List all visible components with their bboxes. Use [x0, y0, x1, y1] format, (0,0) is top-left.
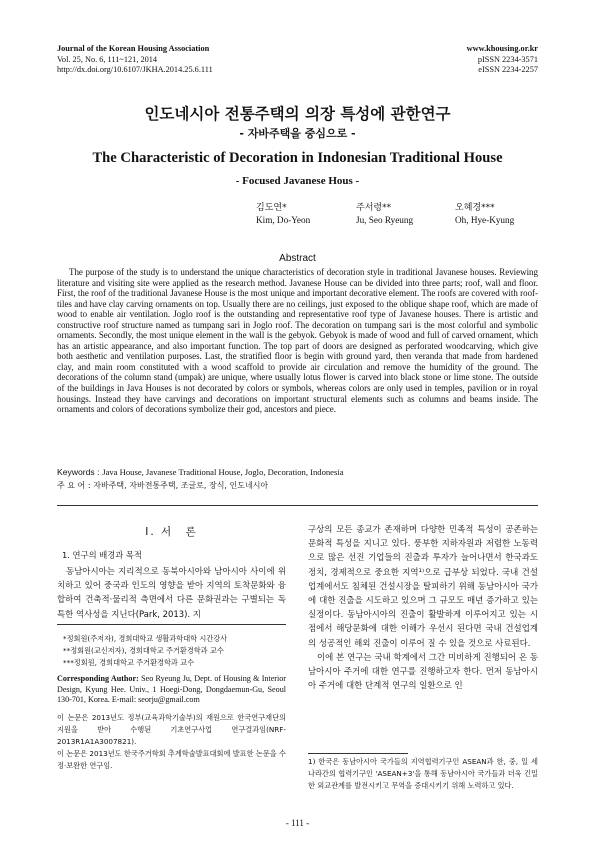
footnote-divider-left — [57, 624, 286, 625]
affiliation-1: *정회원(주저자), 경희대학교 생활과학대학 시간강사 — [63, 634, 228, 643]
funding-note: 이 논문은 2013년도 정부(교육과학기술부)의 재원으로 한국연구재단의 지원을 받아 수행된 기초연구사업 연구결과임(NRF-2013R1A1A3007821). — [57, 713, 286, 746]
author-1 — [256, 202, 346, 226]
doi-link[interactable]: http://dx.doi.org/10.6107/JKHA.2014.25.6.111 — [57, 65, 213, 74]
keywords-label: Keywords : — [57, 467, 100, 477]
pissn: pISSN 2234-3571 — [477, 54, 538, 64]
author-3-korean: 오혜경*** — [455, 203, 495, 213]
affiliation-2: **정회원(교신저자), 경희대학교 주거환경학과 교수 — [63, 645, 224, 655]
keywords-ko-values: 자바주택, 자바전통주택, 조글로, 장식, 인도네시아 — [93, 481, 269, 490]
subtitle-english: - Focused Javanese Hous - — [235, 175, 360, 187]
affiliation-notes — [63, 633, 288, 668]
left-paragraph: 동남아시아는 지리적으로 동북아시아와 남아시아 사이에 위치하고 있어 중국과 인도의 영향을 받아 지역의 토착문화와 융합하여 건축적·물리적 측면에서 다른 문화권과는 구별되는 독특한 역사성을 지닌다(Park, 2013). 지 — [57, 566, 286, 619]
author-3 — [455, 202, 545, 226]
journal-issn — [380, 44, 538, 76]
author-3-english: Oh, Hye-Kyung — [455, 215, 515, 225]
journal-header — [57, 44, 317, 76]
author-1-korean: 김도연* — [256, 203, 287, 213]
conference-note: 이 논문은 2013년도 한국주거학회 추계학술발표대회에 발표한 논문을 수정·보완한 연구임. — [57, 749, 286, 770]
eissn: eISSN 2234-2257 — [478, 65, 538, 74]
right-paragraph-1: 구상의 모든 종교가 존재하며 다양한 민족적 특성이 공존하는 문화적 특성을 지니고 있다. 풍부한 지하자원과 저렴한 노동력으로 많은 선진 기업들의 진출과 투자가 늘어나면서 한국과도 정치, 경제적으로 중요한 지역¹⁾으로 급부상 되었다. 국내 건설업계에서도 침체된 건설시장을 탈피하기 위해 동남아시아 국가에 대한 진출을 시도하고 있으며 그 규모도 매년 증가하고 있는 실정이다. 동남아시아의 진출이 활발하게 이루어지고 있는 시점에서 해당문화에 대한 이해가 우선시 된다면 국내 건설업계의 성공적인 해외 진출이 이루어 질 수 있을 것으로 사료된다. — [308, 524, 538, 648]
abstract-heading: Abstract — [279, 253, 316, 264]
subsection-heading: 1. 연구의 배경과 목적 — [62, 550, 142, 560]
affiliation-3: ***정회원, 경희대학교 주거환경학과 교수 — [63, 657, 195, 667]
keywords-values: Java House, Javanese Traditional House, Joglo, Decoration, Indonesia — [102, 467, 344, 477]
author-2 — [356, 202, 446, 226]
page-number: - 111 - — [285, 818, 310, 828]
keywords-korean — [57, 480, 538, 492]
section-heading: I. 서 론 — [145, 526, 198, 538]
section-divider — [57, 505, 538, 506]
journal-name: Journal of the Korean Housing Association — [57, 44, 210, 53]
right-paragraph-2: 이에 본 연구는 국내 학계에서 그간 미비하게 진행되어 온 동남아시아 주거에 대한 연구를 진행하고자 한다. 먼저 동남아시아 주거에 대한 단계적 연구의 일환으로 인 — [308, 651, 538, 691]
footnote-divider-right — [308, 753, 408, 754]
subtitle-korean: - 자바주택을 중심으로 - — [239, 127, 356, 140]
left-column — [57, 564, 286, 621]
journal-volume: Vol. 25, No. 6, 111~121, 2014 — [57, 54, 158, 64]
corresponding-label: Corresponding Author: — [57, 674, 139, 683]
author-1-english: Kim, Do-Yeon — [256, 215, 311, 225]
author-2-korean: 주서령** — [356, 203, 392, 213]
corresponding-text: Seo Ryeung Ju, Dept. of Housing & Interior Design, Kyung Hee. Univ., 1 Hoegi-Dong, Dongdaemun-Gu, Seoul 130-701, Korea. E-mail: seorju@gmail.com — [57, 674, 286, 704]
abstract-body — [57, 267, 538, 415]
author-2-english: Ju, Seo Ryeung — [356, 215, 414, 225]
footnote-1: 1) 한국은 동남아시아 국가들의 지역협력기구인 ASEAN과 한, 중, 일 세 나라간의 협력기구인 'ASEAN+3'을 통해 동남아시아 국가들과 더욱 긴밀한 외교관계를 발전시키고 무역을 증대시키기 위해 노력하고 있다. — [308, 757, 538, 790]
keywords-ko-label: 주 요 어 : — [57, 481, 91, 490]
website-link[interactable]: www.khousing.or.kr — [466, 44, 538, 53]
title-korean: 인도네시아 전통주택의 의장 특성에 관한연구 — [144, 105, 451, 123]
abstract-text: The purpose of the study is to understand the unique characteristics of decoration style in traditional Javanese houses. Reviewing literature and visiting site were applied as the research method. Javanese House can be divided into three parts; roof, wall and floor. First, the roof of the traditional Javanese House is the most unique and important decorative element. The roofs are covered with roof-tiles and have clay carving ornaments on top. Usually there are no ceilings, just exposed to the oblique shape roof, which are made of wood to enable air ventilation. Joglo roof is the outstanding and representative roof type of Javanese houses. There is artistic and constructive roof structure named as tumpang sari in Joglo roof. The decoration on tumpang sari is the most colorful and symbolic ornaments. Secondly, the most unique element in the wall is the gebyok. Gebyok is made of wood and full of carved ornament, which has an artistic appearance, and also important function. The top part of doors are designed as perforated woodcarving, which give both aesthetic and ventilation purposes. Last, the stratified floor is begin with ground yard, then veranda that made from hardened clay, and main room constituted with a wood scaffold to provide air circulation and remove the humidity of the ground. The decorations of the column stand (umpak) are unique, where usually lotus flower is carved into black stone or lime stone. The outside of the buildings in Java Houses is not decorated by colors or symbols, whereas colors are only used in temples, pavilion or in royal housings. Instead they have carvings and decorations on important structural elements such as columns and beams inside. The ornaments and colors of decorations symbolize their god, ancestors and piece. — [57, 267, 538, 415]
right-column — [308, 522, 538, 692]
title-english: The Characteristic of Decoration in Indonesian Traditional House — [92, 150, 503, 166]
keywords-english — [57, 467, 538, 479]
corresponding-author — [57, 674, 286, 706]
